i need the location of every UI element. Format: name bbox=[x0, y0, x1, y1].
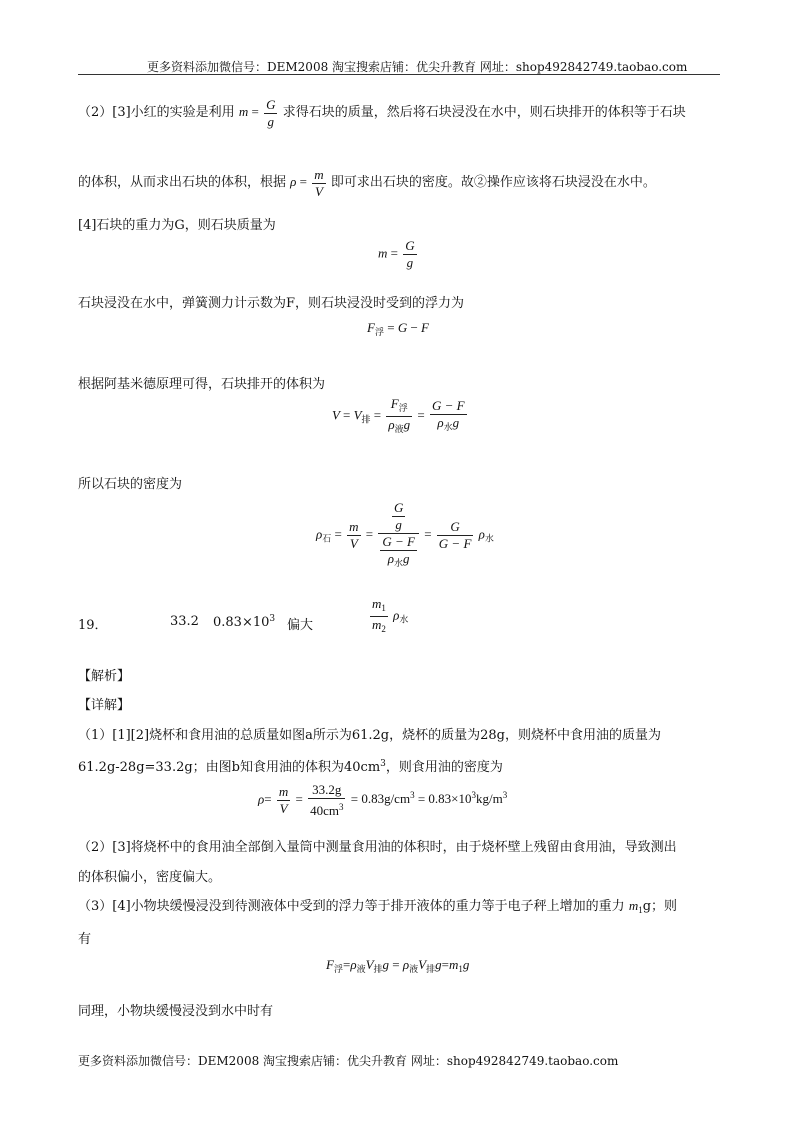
paragraph-4: [4]石块的重力为G，则石块质量为 bbox=[78, 218, 276, 233]
paragraph-2-lead: （2）[3]小红的实验是利用 bbox=[78, 105, 235, 120]
paragraph-same-logic: 同理，小物块缓慢浸没到水中时有 bbox=[78, 1004, 274, 1019]
answer-1: 33.2 bbox=[170, 614, 199, 629]
header-rule bbox=[78, 74, 720, 75]
answer-2: $0.83\times 10^3$ bbox=[213, 614, 276, 630]
formula-buoyancy-liquid: $F_浮=\rho_液V_排g = \rho_液V_排g=m_1g$ bbox=[326, 957, 470, 974]
detail-2-line-2: 的体积偏小，密度偏大。 bbox=[78, 870, 222, 885]
formula-oil-density: ρ= $\frac{m}{V}$ = $\frac{33.2g}{40cm^3}$ = $0.83g/cm^3 = 0.83\times 10^3kg/m^3$ bbox=[258, 782, 508, 818]
section-detail: 【详解】 bbox=[78, 698, 131, 713]
paragraph-7: 所以石块的密度为 bbox=[78, 477, 183, 492]
paragraph-6: 根据阿基米德原理可得，石块排开的体积为 bbox=[78, 377, 326, 392]
answer-4-formula: $\frac{m_1}{m_2}$ $\rho_水$ bbox=[372, 596, 409, 634]
formula-density-inline: ρ = $\frac{m}{V}$ bbox=[290, 166, 324, 199]
answer-3: 偏大 bbox=[287, 618, 314, 633]
formula-mass-inline: m = $\frac{G}{g}$ bbox=[238, 96, 276, 129]
page-header: 更多资料添加微信号：DEM2008 淘宝搜索店铺：优尖升教育 网址：shop492842749.taobao.com bbox=[147, 60, 688, 74]
detail-1-line-2: 61.2g-28g=33.2g；由图b知食用油的体积为$40cm^3$，则食用油的密度为 bbox=[78, 759, 503, 775]
formula-mass: m = $\frac{G}{g}$ bbox=[378, 238, 415, 270]
paragraph-3-rest: 即可求出石块的密度。故②操作应该将石块浸没在水中。 bbox=[330, 175, 656, 190]
page-footer: 更多资料添加微信号：DEM2008 淘宝搜索店铺：优尖升教育 网址：shop492842749.taobao.com bbox=[78, 1054, 619, 1068]
detail-1-line-1: （1）[1][2]烧杯和食用油的总质量如图a所示为61.2g，烧杯的质量为28g，则烧杯中食用油的质量为 bbox=[78, 728, 661, 743]
detail-3-line-2: 有 bbox=[78, 932, 92, 947]
paragraph-2-rest: 求得石块的质量，然后将石块浸没在水中，则石块排开的体积等于石块 bbox=[282, 105, 686, 120]
paragraph-2 bbox=[78, 90, 686, 135]
detail-2-line-1: （2）[3]将烧杯中的食用油全部倒入量筒中测量食用油的体积时，由于烧杯壁上残留由食用油，导致测出 bbox=[78, 840, 677, 855]
section-analysis: 【解析】 bbox=[78, 669, 131, 684]
formula-stone-density: $\rho_石$ = $\frac{m}{V}$ = $\frac{\frac{G}{g}}{\frac{G - F}{\rho_水g}}$ = $\frac{G}{G - F}$ $\rho_水$ bbox=[316, 500, 494, 568]
paragraph-3 bbox=[78, 160, 656, 205]
formula-volume: $V = V_排$ = $\frac{F_浮}{\rho_液g}$ = $\frac{G - F}{\rho_水g}$ bbox=[332, 396, 465, 434]
question-19-number: 19． bbox=[78, 618, 108, 633]
formula-buoyancy: $F_浮 = G - F$ bbox=[367, 320, 429, 337]
paragraph-5: 石块浸没在水中，弹簧测力计示数为F，则石块浸没时受到的浮力为 bbox=[78, 296, 465, 311]
paragraph-3-lead: 的体积，从而求出石块的体积，根据 bbox=[78, 175, 287, 190]
detail-3-line-1: （3）[4]小物块缓慢浸没到待测液体中受到的浮力等于排开液体的重力等于电子秤上增加的重力 $m_1g$；则 bbox=[78, 898, 678, 915]
